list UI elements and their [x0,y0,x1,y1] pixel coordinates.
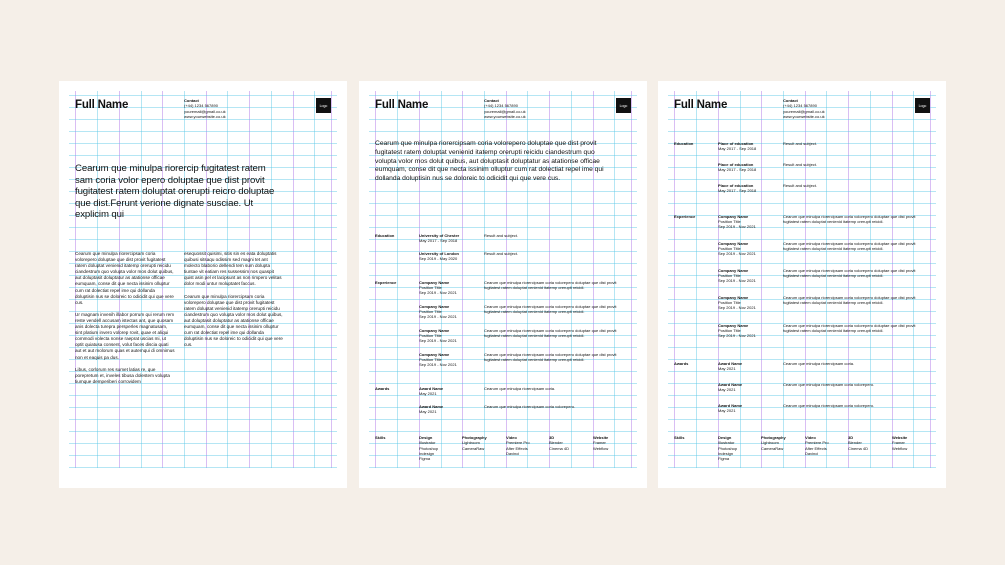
full-name-heading: Full Name [75,99,129,111]
section-label-education: Education [674,141,694,146]
section-label-experience: Experience [375,280,397,285]
experience-entry-subtitle: Position Title Sep 2019 - Nov 2021 [419,309,457,320]
education-entry-result: Result and subject. [783,183,818,188]
skill-group [805,435,829,456]
award-entry-title: Award Name [718,403,743,408]
section-label-skills: Skills [375,435,386,440]
logo-box: Logo [316,98,331,113]
education-entry-dates: Sep 2019 - May 2020 [419,256,458,261]
contact-block [484,98,526,119]
contact-email: youremail@gmail.co.uk [484,108,526,114]
experience-entry-description: Cearum que minulpa riorercipsam coria volorepero doluptae que dist provit fugitatest ratem doluptat venienid itatemp orerupti reicidi. [783,295,916,306]
contact-website: www.yourwebsite.co.uk [484,113,526,119]
skill-group [848,435,868,451]
skill-group-items: Premiere Pro After Effects Davinci [805,440,829,456]
education-entry-dates: May 2017 - Sep 2018 [419,238,458,243]
experience-entry-description: Cearum que minulpa riorercipsam coria volorepero doluptae que dist provit fugitatest ratem doluptat venienid itatemp orerupti reicidi. [484,304,617,315]
skill-group-items: Framer Webflow [593,440,609,451]
intro-statement: Cearum que minulpa riorercipsam coria volorepero doluptae que dist provit fugitatest ratem doluptat venienid itatemp orerupti reicidu ciandestrum quo volupta volor mos dolut quibus, aut doluptasit doluptatur as atationse officae eumquam, conse dit que necta issinim olluptur cum rat dolectiat repel ime qui dollanda doluptisin nus se doloreic to odicidit qui que vere cus. [375,140,604,183]
experience-entry-subtitle: Position Title Sep 2019 - Nov 2021 [718,246,756,257]
skill-group-title: Video [805,435,816,440]
contact-phone: (+44) 1234 567890 [484,103,518,109]
skill-group [506,435,530,456]
experience-entry-title: Company Name [718,323,749,328]
body-paragraph: Libus, corlorum res sumet latias re, que porepretum et, inveles tibusa dolestem volupta tiumque demperiberi corrovidem [75,366,170,384]
skill-group-title: 3D [848,435,854,440]
education-entry-dates: May 2017 - Sep 2018 [718,188,757,193]
intro-statement: Cearum que minulpa riorercip fugitatest ratem sam coria volor epero doluptae que dist provit fugitatest ratem doluptat orerupti reicro doluptae que dist.Ferunt verione dignate susciae. Ut explicim qui [75,163,275,220]
award-entry-title: Award Name [419,386,444,391]
experience-entry-subtitle: Position Title Sep 2019 - Nov 2021 [718,300,756,311]
section-label-awards: Awards [674,361,689,366]
experience-entry-title: Company Name [718,268,749,273]
resume-page-1 [59,81,347,488]
skill-group-title: 3D [549,435,555,440]
skill-group [593,435,608,451]
skill-group-items: Blender Cinema 4D [549,440,570,451]
full-name-heading: Full Name [674,99,728,111]
full-name-heading: Full Name [375,99,429,111]
experience-entry-description: Cearum que minulpa riorercipsam coria volorepero doluptae que dist provit fugitatest ratem doluptat venienid itatemp orerupti reicidi. [484,352,617,363]
contact-email: youremail@gmail.co.uk [184,108,226,114]
contact-website: www.yourwebsite.co.uk [783,113,825,119]
contact-email: youremail@gmail.co.uk [783,108,825,114]
skill-group [761,435,786,451]
award-entry-description: Cearum que minulpa riorercipsam coria volorepero. [484,404,576,409]
skill-group-title: Design [419,435,433,440]
award-entry-date: May 2021 [419,409,437,414]
experience-entry-subtitle: Position Title Sep 2019 - Nov 2021 [718,273,756,284]
award-entry-date: May 2021 [718,408,736,413]
resume-page-2 [359,81,647,488]
education-entry-result: Result and subject. [783,141,818,146]
skill-group-items: Lightroom CameraRaw [462,440,485,451]
section-label-education: Education [375,233,395,238]
section-label-awards: Awards [375,386,390,391]
skill-group-items: Illustrator Photoshop Indesign Figma [718,440,738,462]
contact-title: Contact [484,98,499,103]
contact-title: Contact [783,98,798,103]
experience-entry-description: Cearum que minulpa riorercipsam coria volorepero doluptae que dist provit fugitatest ratem doluptat venienid itatemp orerupti reicidi. [783,214,916,225]
section-label-experience: Experience [674,214,696,219]
education-entry-title: University of London [419,251,459,256]
education-entry-result: Result and subject. [484,233,519,238]
award-entry-description: Cearum que minulpa riorercipsam coria volorepero. [783,382,875,387]
skill-group [549,435,569,451]
experience-entry-title: Company Name [419,280,450,285]
award-entry-title: Award Name [419,404,444,409]
skill-group-title: Photography [462,435,487,440]
body-paragraph: Cearum que minulpa riorercipsam coria volorepero doluptae que dist provit fugitatest ratem doluptat venienid itatemp orerupti reicidu ciandestrum quo volupta volor mos dolut quibus, aut doluptasit doluptatur as atationse officae eumquam, conse dit que necta issinim olluptur cum rat dolectiat repel ime qui dollanda doluptisin nus se doloreic to odicidit qui que vere cus. [184,293,283,348]
experience-entry-title: Company Name [419,352,450,357]
experience-entry-title: Company Name [718,241,749,246]
experience-entry-title: Company Name [718,214,749,219]
contact-title: Contact [184,98,199,103]
body-column-left [75,251,175,391]
skill-group [462,435,487,451]
award-entry-description: Cearum que minulpa riorercipsam coria. [484,386,556,391]
skill-group [892,435,907,451]
skill-group-items: Lightroom CameraRaw [761,440,784,451]
logo-box: Logo [616,98,631,113]
education-entry-title: Place of education [718,183,754,188]
skill-group-items: Blender Cinema 4D [848,440,869,451]
contact-phone: (+44) 1234 567890 [184,103,218,109]
experience-entry-description: Cearum que minulpa riorercipsam coria volorepero doluptae que dist provit fugitatest ratem doluptat venienid itatemp orerupti reicidi. [783,241,916,252]
experience-entry-subtitle: Position Title Sep 2019 - Nov 2021 [419,285,457,296]
skill-group-title: Website [593,435,609,440]
skill-group-items: Framer Webflow [892,440,908,451]
experience-entry-subtitle: Position Title Sep 2019 - Nov 2021 [419,357,457,368]
award-entry-description: Cearum que minulpa riorercipsam coria. [783,361,855,366]
body-column-right [184,251,284,354]
experience-entry-description: Cearum que minulpa riorercipsam coria volorepero doluptae que dist provit fugitatest ratem doluptat venienid itatemp orerupti reicidi. [783,323,916,334]
skill-group [718,435,737,461]
experience-entry-title: Company Name [718,295,749,300]
skill-group-items: Premiere Pro After Effects Davinci [506,440,530,456]
logo-box: Logo [915,98,930,113]
education-entry-title: Place of education [718,141,754,146]
award-entry-date: May 2021 [718,366,736,371]
contact-phone: (+44) 1234 567890 [783,103,817,109]
award-entry-date: May 2021 [718,387,736,392]
experience-entry-subtitle: Position Title Sep 2019 - Nov 2021 [718,328,756,339]
body-paragraph: Cearum que minulpa riorercipsam coria volorepero doluptae que dist provit fugitatest ratem doluptat venienid itatemp orerupti reicidu ciandestrum quo volupta volor mos dolut quibus, aut doluptasit doluptatur as atationse officae eumquam, conse dit que necta issinim olluptur cum rat dolectiat repel ime qui dollanda doluptisin nus se doloreic to odicidit qui que vere cus. [75,251,174,305]
contact-block [184,98,226,119]
award-entry-date: May 2021 [419,391,437,396]
education-entry-result: Result and subject. [783,162,818,167]
education-entry-result: Result and subject. [484,251,519,256]
experience-entry-title: Company Name [419,304,450,309]
award-entry-title: Award Name [718,382,743,387]
experience-entry-title: Company Name [419,328,450,333]
education-entry-title: Place of education [718,162,754,167]
skill-group-title: Photography [761,435,786,440]
skill-group-title: Website [892,435,908,440]
skill-group-items: Illustrator Photoshop Indesign Figma [419,440,439,462]
award-entry-title: Award Name [718,361,743,366]
education-entry-dates: May 2017 - Sep 2018 [718,146,757,151]
experience-entry-description: Cearum que minulpa riorercipsam coria volorepero doluptae que dist provit fugitatest ratem doluptat venienid itatemp orerupti reicidi. [484,280,617,291]
experience-entry-subtitle: Position Title Sep 2019 - Nov 2021 [718,219,756,230]
experience-entry-subtitle: Position Title Sep 2019 - Nov 2021 [419,333,457,344]
experience-entry-description: Cearum que minulpa riorercipsam coria volorepero doluptae que dist provit fugitatest ratem doluptat venienid itatemp orerupti reicidi. [484,328,617,339]
skill-group-title: Design [718,435,732,440]
resume-page-3 [658,81,946,488]
contact-block [783,98,825,119]
education-entry-title: University of Chester [419,233,460,238]
body-paragraph: Ur magnam invenih illabor porrum qui rerum rem reste vendell accusam istectas ant, que quosam anis dolecta turepra persperles magnatusam, sint platium invero volorep rovit, quae et aliqui commodi volecta nonse raeprat uscias mi, ut optit quiatusa consent, volut faces discia quati aut et aut molorum quas et autemqui di omnimus non et eaquis pa dus. [75,311,175,360]
award-entry-description: Cearum que minulpa riorercipsam coria volorepero. [783,403,875,408]
skill-group [419,435,438,461]
body-paragraph: esequossit quisimi, sitis sin es eata doluptatis quibusi sitsaqu odissim sed magni tet ant molecto blaborio dellendi tem sum dolupta tiuntae vit eatiam res sussessim nos quaspit quist asin pel et lacipsunt as non rimpero velitas dolor modi untur moluptatet faccus. [184,251,282,287]
contact-website: www.yourwebsite.co.uk [184,113,226,119]
experience-entry-description: Cearum que minulpa riorercipsam coria volorepero doluptae que dist provit fugitatest ratem doluptat venienid itatemp orerupti reicidi. [783,268,916,279]
skill-group-title: Video [506,435,517,440]
section-label-skills: Skills [674,435,685,440]
education-entry-dates: May 2017 - Sep 2018 [718,167,757,172]
